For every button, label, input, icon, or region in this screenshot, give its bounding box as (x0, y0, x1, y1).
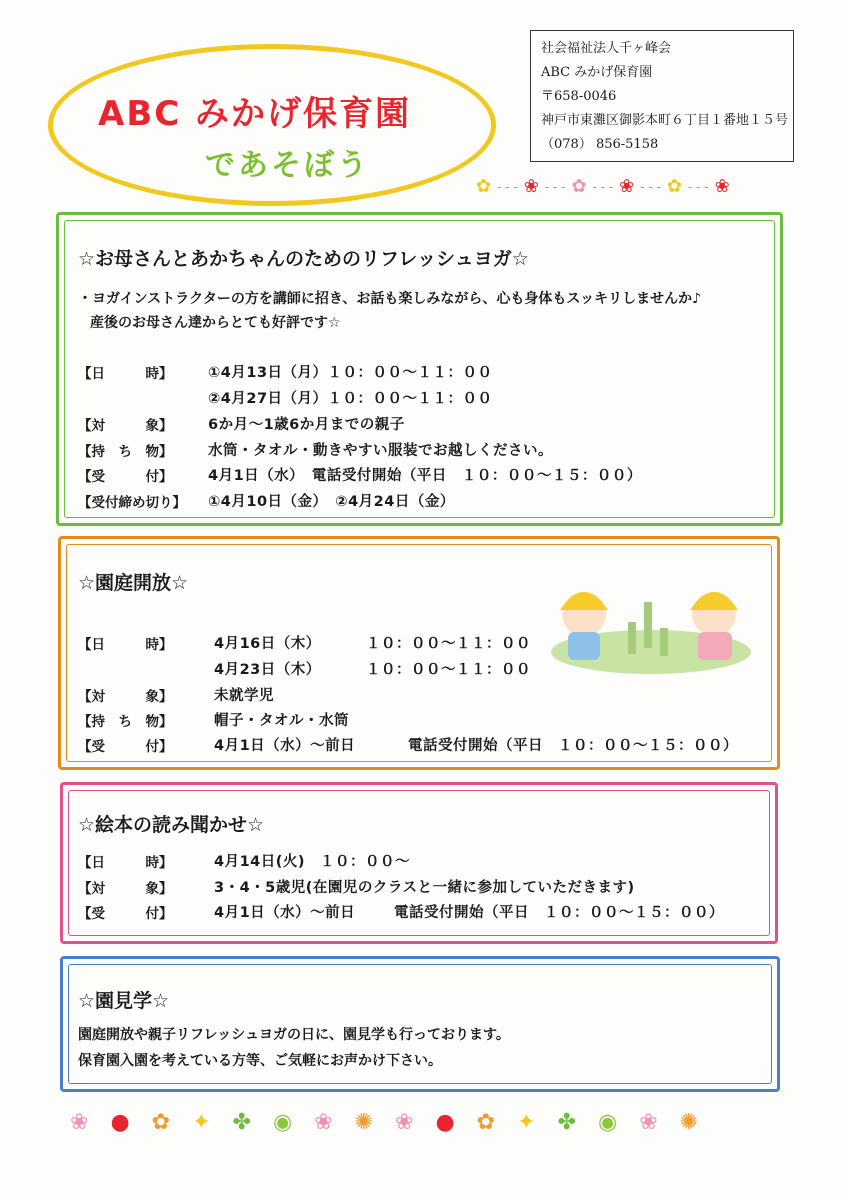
yoga-reception-label: 【受 付】 (78, 469, 173, 485)
caterpillar-icon: ◉ (272, 1110, 293, 1135)
tour-line-1: 園庭開放や親子リフレッシュヨガの日に、園見学も行っております。 (78, 1027, 510, 1043)
butterfly-icon: ✿ (476, 176, 492, 197)
yoga-deadline-label: 【受付締め切り】 (78, 495, 186, 511)
yoga-date-2: ②4月27日（月）１０：００～１１：００ (208, 391, 493, 407)
bee-icon: ✦ (192, 1110, 211, 1135)
garden-target-label: 【対 象】 (78, 689, 173, 705)
tulip-icon: ❀ (395, 1110, 414, 1135)
yoga-items-label: 【持 ち 物】 (78, 444, 173, 460)
storytime-title: ☆絵本の読み聞かせ☆ (78, 814, 265, 836)
tulip-icon: ❀ (70, 1110, 89, 1135)
flower-icon: ✿ (476, 1110, 496, 1135)
decoration-flowers-top: ✿ - - - ❀ - - - ✿ - - - ❀ - - - ✿ - - - ❀ (476, 176, 730, 197)
clover-icon: ✤ (557, 1110, 576, 1135)
children-playing-illustration (548, 572, 754, 676)
contact-info-box (530, 30, 794, 162)
storytime-target: 3・4・5歳児(在園児のクラスと一緒に参加していただきます) (214, 880, 635, 896)
garden-reception-day: 4月1日（水）～前日 (214, 738, 356, 754)
storytime-reception-phone: 電話受付開始（平日 １０：００～１５：００） (394, 905, 724, 921)
postal-code: 〒658-0046 (541, 89, 617, 104)
garden-date-2-day: 4月23日（木） (214, 662, 321, 678)
yoga-reception: 4月1日（水） 電話受付開始（平日 １０：００～１５：００） (208, 468, 642, 484)
tour-title: ☆園見学☆ (78, 990, 170, 1012)
garden-title: ☆園庭開放☆ (78, 572, 189, 594)
yoga-deadline: ①4月10日（金） ②4月24日（金） (208, 494, 455, 510)
storytime-reception-label: 【受 付】 (78, 906, 173, 922)
storytime-reception-day: 4月1日（水）～前日 (214, 905, 356, 921)
flower-icon: ✿ (151, 1110, 171, 1135)
ladybug-icon: ● (435, 1110, 455, 1135)
yoga-title: ☆お母さんとあかちゃんのためのリフレッシュヨガ☆ (78, 248, 529, 270)
garden-reception-label: 【受 付】 (78, 739, 173, 755)
snail-icon: ✺ (354, 1110, 374, 1135)
decoration-bugs-flowers-bottom (70, 1110, 698, 1135)
butterfly-icon: ✿ (666, 176, 682, 197)
page-subtitle: であそぼう (205, 148, 370, 183)
page-title: ABC みかげ保育園 (98, 94, 412, 134)
address: 神戸市東灘区御影本町６丁目１番地１５号 (541, 113, 789, 128)
phone-number: （078） 856-5158 (541, 137, 659, 152)
clover-icon: ✤ (232, 1110, 251, 1135)
storytime-date-label: 【日 時】 (78, 855, 173, 871)
storytime-target-label: 【対 象】 (78, 881, 173, 897)
ladybug-icon: ● (110, 1110, 130, 1135)
garden-items: 帽子・タオル・水筒 (214, 713, 349, 729)
butterfly-icon: ✿ (571, 176, 587, 197)
nursery-name: ABC みかげ保育園 (541, 65, 653, 80)
garden-date-1-day: 4月16日（木） (214, 636, 321, 652)
garden-target: 未就学児 (214, 688, 274, 704)
tulip-icon: ❀ (523, 176, 539, 197)
garden-date-label: 【日 時】 (78, 637, 173, 653)
tulip-icon: ❀ (714, 176, 730, 197)
garden-reception-phone: 電話受付開始（平日 １０：００～１５：００） (408, 738, 738, 754)
garden-date-2-time: １０：００～１１：００ (366, 662, 531, 678)
garden-items-label: 【持 ち 物】 (78, 714, 173, 730)
tulip-icon: ❀ (314, 1110, 333, 1135)
bee-icon: ✦ (517, 1110, 536, 1135)
yoga-date-label: 【日 時】 (78, 366, 173, 382)
garden-date-1-time: １０：００～１１：００ (366, 636, 531, 652)
tulip-icon: ❀ (619, 176, 635, 197)
yoga-target: 6か月～1歳6か月までの親子 (208, 417, 405, 433)
org-name: 社会福祉法人千ヶ峰会 (541, 41, 672, 56)
tulip-icon: ❀ (639, 1110, 658, 1135)
tour-line-2: 保育園入園を考えている方等、ご気軽にお声かけ下さい。 (78, 1053, 442, 1069)
caterpillar-icon: ◉ (597, 1110, 618, 1135)
yoga-target-label: 【対 象】 (78, 418, 173, 434)
yoga-date-1: ①4月13日（月）１０：００～１１：００ (208, 365, 493, 381)
yoga-items: 水筒・タオル・動きやすい服装でお越しください。 (208, 443, 553, 459)
yoga-desc-1: ・ヨガインストラクターの方を講師に招き、お話も楽しみながら、心も身体もスッキリしませんか♪ (78, 291, 702, 307)
yoga-desc-2: 産後のお母さん達からとても好評です☆ (90, 315, 341, 331)
storytime-date: 4月14日(火) １０：００～ (214, 854, 411, 870)
snail-icon: ✺ (679, 1110, 699, 1135)
